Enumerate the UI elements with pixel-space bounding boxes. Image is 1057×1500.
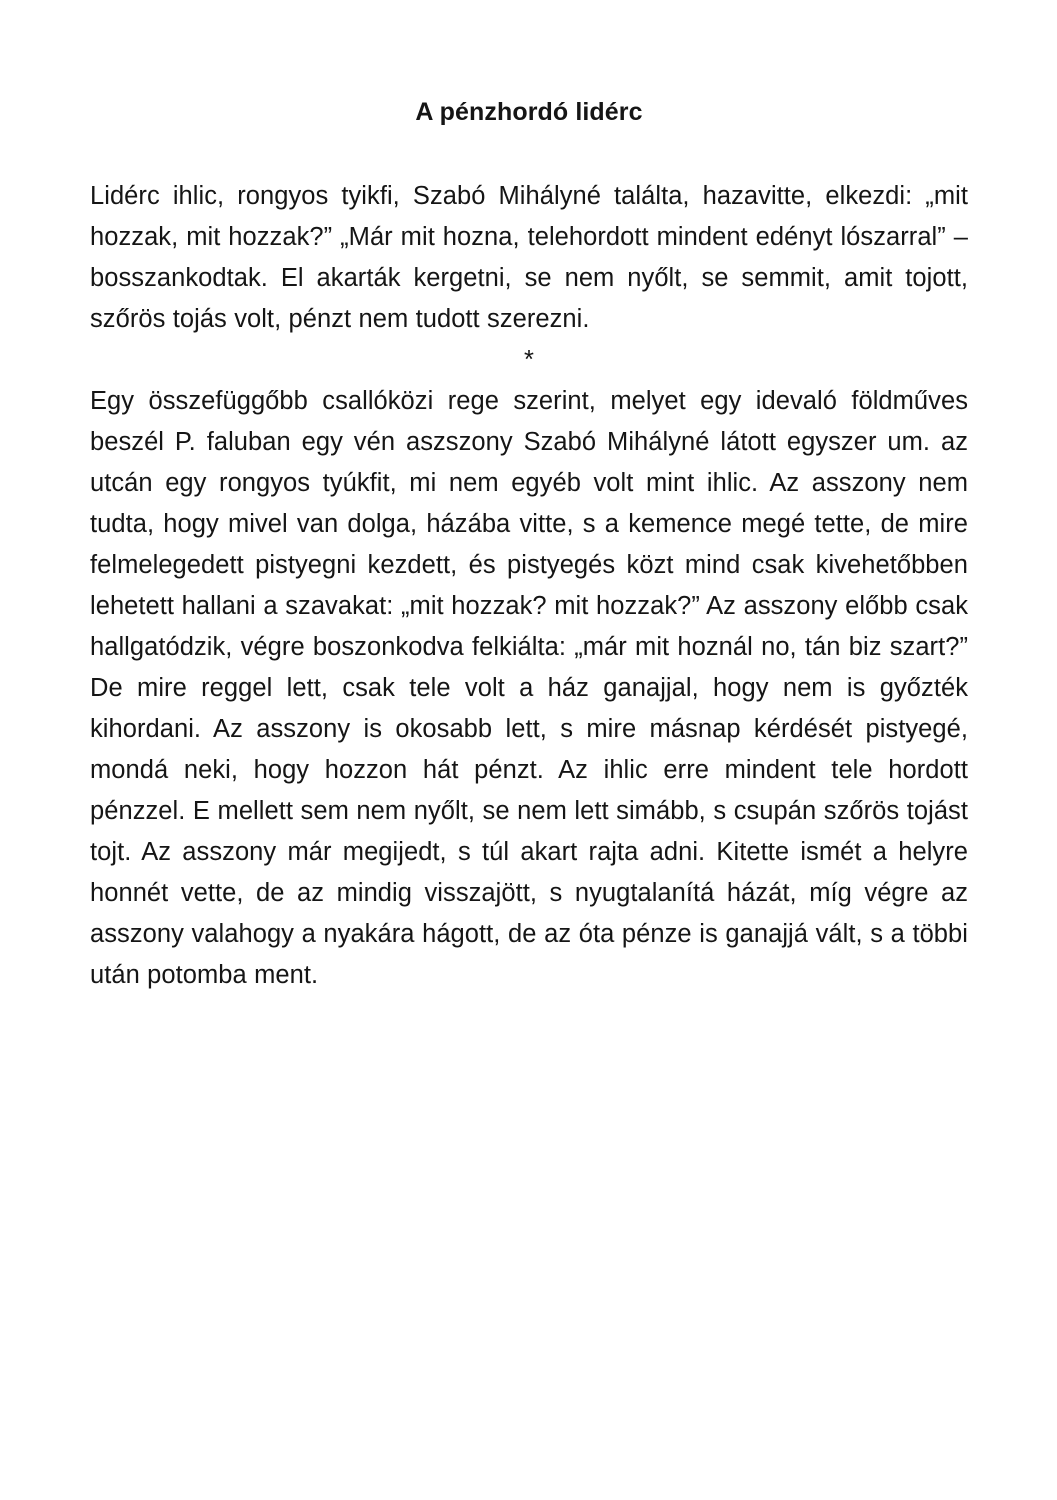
paragraph-main: Egy összefüggőbb csallóközi rege szerint, melyet egy idevaló földműves beszél P. faluban egy vén aszszony Szabó Mihályné látott egyszer um. az utcán egy rongyos tyúkfit, mi nem egyéb volt mint ihlic. Az asszony nem tudta, hogy mivel van dolga, házába vitte, s a kemence megé tette, de mire felmelegedett pistyegni kezdett, és pistyegés közt mind csak kivehetőbben lehetett hallani a szavakat: „mit hozzak? mit hozzak?” Az asszony előbb csak hallgatódzik, végre boszonkodva felkiálta: „már mit hoznál no, tán biz szart?” De mire reggel lett, csak tele volt a ház ganajjal, hogy nem is győzték kihordani. Az asszony is okosabb lett, s mire másnap kérdését pistyegé, mondá neki, hogy hozzon hát pénzt. Az ihlic erre mindent tele hordott pénzzel. E mellett sem nem nyőlt, se nem lett simább, s csupán szőrös tojást tojt. Az asszony már megijedt, s túl akart rajta adni. Kitette ismét a helyre honnét vette, de az mindig visszajött, s nyugtalanítá házát, míg végre az asszony valahogy a nyakára hágott, de az óta pénze is ganajjá vált, s a többi után potomba ment. [90,387,968,989]
section-separator: * [524,346,534,374]
document-content [90,0,968,996]
page-title: A pénzhordó lidérc [415,98,643,126]
paragraph-intro: Lidérc ihlic, rongyos tyikfi, Szabó Mihályné találta, hazavitte, elkezdi: „mit hozzak, mit hozzak?” „Már mit hozna, telehordott mindent edényt lószarral” – bosszankodtak. El akarták kergetni, se nem nyőlt, se semmit, amit tojott, szőrös tojás volt, pénzt nem tudott szerezni. [90,182,968,333]
